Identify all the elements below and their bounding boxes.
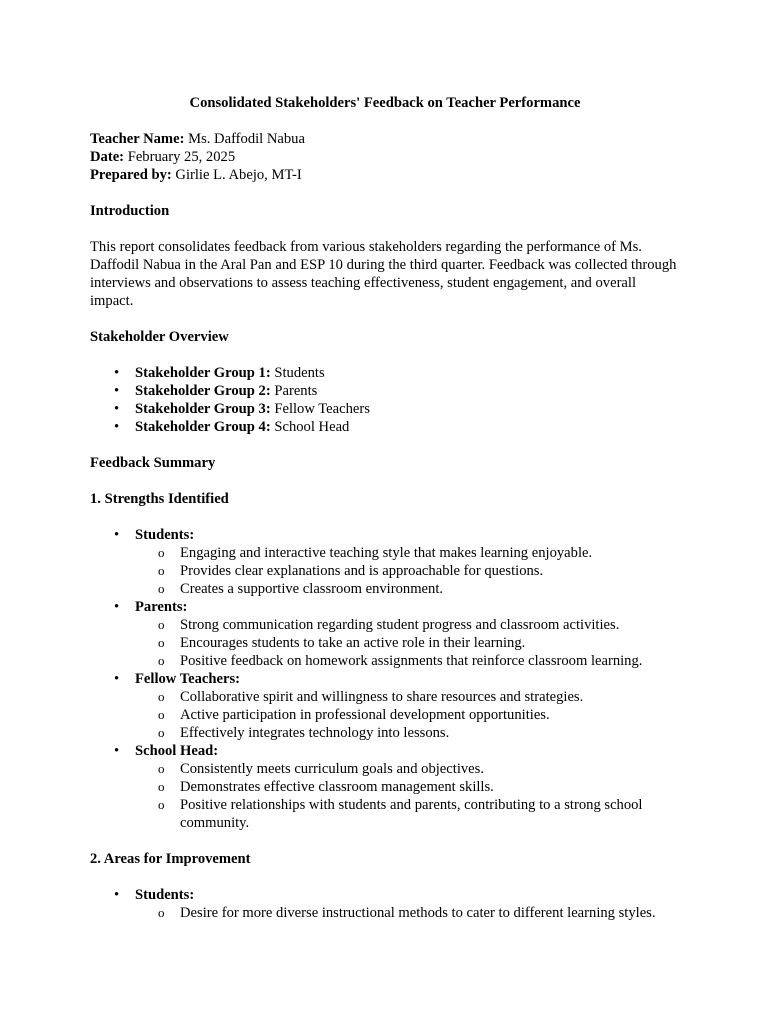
sub-list <box>135 616 680 670</box>
sub-list-item: o Provides clear explanations and is approachable for questions. <box>135 562 680 580</box>
group-label: Stakeholder Group 1: <box>135 365 271 381</box>
list-item <box>90 670 680 742</box>
sub-list-item: o Engaging and interactive teaching style that makes learning enjoyable. <box>135 544 680 562</box>
introduction-heading: Introduction <box>90 203 170 219</box>
meta-date <box>90 148 680 166</box>
group-name: Fellow Teachers: <box>135 671 240 687</box>
document-body <box>90 94 680 922</box>
sub-list-item: o Consistently meets curriculum goals and objectives. <box>135 760 680 778</box>
group-value: School Head <box>274 419 350 435</box>
sub-list <box>135 544 680 598</box>
document-title: Consolidated Stakeholders' Feedback on Teacher Performance <box>189 95 581 111</box>
group-name: Students: <box>135 527 195 543</box>
sub-list-item: o Desire for more diverse instructional methods to cater to different learning styles. <box>135 904 680 922</box>
sub-list-item: o Strong communication regarding student progress and classroom activities. <box>135 616 680 634</box>
teacher-label: Teacher Name: <box>90 131 185 147</box>
meta-prepared <box>90 166 680 184</box>
overview-heading: Stakeholder Overview <box>90 329 229 345</box>
sub-list <box>135 760 680 832</box>
sub-list-item: o Demonstrates effective classroom management skills. <box>135 778 680 796</box>
introduction-body: This report consolidates feedback from various stakeholders regarding the performance of Ms. Daffodil Nabua in the Aral Pan and ESP 10 during the third quarter. Feedback was collected through interviews and observations to assess teaching effectiveness, student engagement, and overall impact. <box>90 239 677 309</box>
sub-list-item: o Collaborative spirit and willingness to share resources and strategies. <box>135 688 680 706</box>
meta-teacher <box>90 130 680 148</box>
list-item <box>90 364 680 382</box>
list-item <box>90 598 680 670</box>
group-name: Students: <box>135 887 195 903</box>
sub-list-item: o Effectively integrates technology into lessons. <box>135 724 680 742</box>
list-item <box>90 400 680 418</box>
sub-list-item: o Active participation in professional development opportunities. <box>135 706 680 724</box>
group-value: Students <box>274 365 325 381</box>
improvement-heading: 2. Areas for Improvement <box>90 851 251 867</box>
group-label: Stakeholder Group 3: <box>135 401 271 417</box>
list-item <box>90 742 680 832</box>
list-item <box>90 382 680 400</box>
prepared-value: Girlie L. Abejo, MT-I <box>175 167 302 183</box>
sub-list-item: o Positive relationships with students and parents, contributing to a strong school community. <box>135 796 680 832</box>
strengths-heading: 1. Strengths Identified <box>90 491 229 507</box>
date-label: Date: <box>90 149 125 165</box>
sub-list-item: o Creates a supportive classroom environment. <box>135 580 680 598</box>
feedback-summary-heading: Feedback Summary <box>90 455 216 471</box>
group-name: School Head: <box>135 743 219 759</box>
sub-list-item: o Positive feedback on homework assignments that reinforce classroom learning. <box>135 652 680 670</box>
group-value: Parents <box>274 383 318 399</box>
strengths-list <box>90 526 680 832</box>
list-item <box>90 886 680 922</box>
list-item <box>90 418 680 436</box>
sub-list-item: o Encourages students to take an active role in their learning. <box>135 634 680 652</box>
teacher-value: Ms. Daffodil Nabua <box>188 131 305 147</box>
sub-list <box>135 904 680 922</box>
group-label: Stakeholder Group 2: <box>135 383 271 399</box>
stakeholder-list <box>90 364 680 436</box>
group-value: Fellow Teachers <box>274 401 370 417</box>
list-item <box>90 526 680 598</box>
group-name: Parents: <box>135 599 188 615</box>
group-label: Stakeholder Group 4: <box>135 419 271 435</box>
improvement-list <box>90 886 680 922</box>
date-value: February 25, 2025 <box>127 149 236 165</box>
prepared-label: Prepared by: <box>90 167 172 183</box>
sub-list <box>135 688 680 742</box>
